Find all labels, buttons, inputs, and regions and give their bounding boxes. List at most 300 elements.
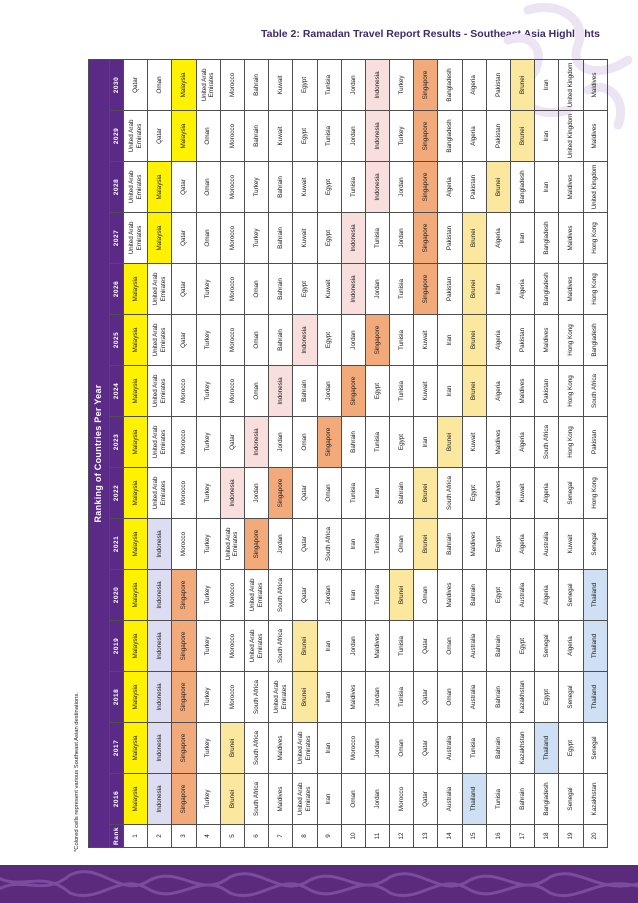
country-cell: Qatar bbox=[172, 264, 196, 315]
country-cell: Pakistan bbox=[438, 264, 462, 315]
country-cell: Kuwait bbox=[414, 366, 438, 417]
table-row bbox=[462, 59, 486, 847]
country-cell: Egypt bbox=[462, 468, 486, 519]
table-row bbox=[172, 59, 196, 847]
country-cell: Indonesia bbox=[365, 111, 389, 162]
rank-cell: 11 bbox=[365, 825, 389, 848]
country-cell: Pakistan bbox=[462, 162, 486, 213]
country-cell: Qatar bbox=[414, 621, 438, 672]
country-cell: Singapore bbox=[414, 59, 438, 110]
year-header: 2024 bbox=[110, 366, 124, 417]
country-cell: Bangladesh bbox=[535, 213, 559, 264]
country-cell: Tunisia bbox=[486, 774, 510, 825]
year-header: 2018 bbox=[110, 672, 124, 723]
table-row bbox=[293, 59, 317, 847]
country-cell: South Africa bbox=[535, 417, 559, 468]
country-cell: Thailand bbox=[583, 672, 607, 723]
country-cell: Indonesia bbox=[341, 264, 365, 315]
year-header: 2026 bbox=[110, 264, 124, 315]
country-cell: Morocco bbox=[220, 213, 244, 264]
country-cell: Bahrain bbox=[486, 621, 510, 672]
country-cell: Morocco bbox=[390, 774, 414, 825]
country-cell: Kuwait bbox=[414, 315, 438, 366]
country-cell: United Arab Emirates bbox=[196, 59, 220, 110]
country-cell: Australia bbox=[438, 723, 462, 774]
country-cell: Maldives bbox=[341, 672, 365, 723]
country-cell: Singapore bbox=[365, 315, 389, 366]
country-cell: Tunisia bbox=[365, 570, 389, 621]
country-cell: Malaysia bbox=[124, 366, 148, 417]
country-cell: Singapore bbox=[414, 264, 438, 315]
country-cell: Oman bbox=[244, 366, 268, 417]
country-cell: Algeria bbox=[438, 162, 462, 213]
country-cell: United Kingdom bbox=[559, 59, 583, 110]
rank-cell: 1 bbox=[124, 825, 148, 848]
table-row bbox=[486, 59, 510, 847]
table-row bbox=[438, 59, 462, 847]
country-cell: Algeria bbox=[511, 264, 535, 315]
table-body bbox=[124, 59, 608, 847]
country-cell: Morocco bbox=[220, 162, 244, 213]
country-cell: Egypt bbox=[317, 162, 341, 213]
country-cell: Malaysia bbox=[124, 417, 148, 468]
year-header: 2030 bbox=[110, 59, 124, 110]
country-cell: Turkey bbox=[390, 59, 414, 110]
country-cell: Jordan bbox=[365, 774, 389, 825]
country-cell: Jordan bbox=[341, 315, 365, 366]
country-cell: Singapore bbox=[414, 213, 438, 264]
country-cell: Jordan bbox=[317, 570, 341, 621]
country-cell: Pakistan bbox=[486, 59, 510, 110]
country-cell: Maldives bbox=[511, 366, 535, 417]
country-cell: Tunisia bbox=[390, 621, 414, 672]
year-header: 2021 bbox=[110, 519, 124, 570]
table-row bbox=[148, 59, 172, 847]
country-cell: Qatar bbox=[293, 519, 317, 570]
rank-header: Rank bbox=[110, 825, 124, 848]
country-cell: Algeria bbox=[535, 468, 559, 519]
country-cell: Maldives bbox=[486, 417, 510, 468]
country-cell: Senegal bbox=[535, 621, 559, 672]
country-cell: Malaysia bbox=[124, 621, 148, 672]
country-cell: Morocco bbox=[172, 366, 196, 417]
country-cell: Jordan bbox=[365, 723, 389, 774]
country-cell: Bahrain bbox=[244, 59, 268, 110]
rank-cell: 2 bbox=[148, 825, 172, 848]
country-cell: Singapore bbox=[172, 723, 196, 774]
country-cell: Pakistan bbox=[511, 315, 535, 366]
country-cell: Singapore bbox=[317, 417, 341, 468]
country-cell: Kuwait bbox=[269, 111, 293, 162]
country-cell: Oman bbox=[244, 315, 268, 366]
country-cell: Qatar bbox=[124, 59, 148, 110]
country-cell: South Africa bbox=[269, 621, 293, 672]
country-cell: Brunei bbox=[220, 774, 244, 825]
country-cell: Bahrain bbox=[244, 111, 268, 162]
year-header: 2019 bbox=[110, 621, 124, 672]
country-cell: Brunei bbox=[462, 366, 486, 417]
country-cell: Senegal bbox=[583, 723, 607, 774]
country-cell: South Africa bbox=[438, 468, 462, 519]
country-cell: Thailand bbox=[583, 621, 607, 672]
country-cell: Egypt bbox=[293, 59, 317, 110]
country-cell: Iran bbox=[438, 315, 462, 366]
country-cell: Jordan bbox=[317, 366, 341, 417]
country-cell: Malaysia bbox=[172, 111, 196, 162]
country-cell: Iran bbox=[414, 417, 438, 468]
country-cell: Algeria bbox=[486, 315, 510, 366]
country-cell: Indonesia bbox=[148, 519, 172, 570]
table-row bbox=[196, 59, 220, 847]
country-cell: Malaysia bbox=[148, 162, 172, 213]
country-cell: Iran bbox=[486, 264, 510, 315]
country-cell: Turkey bbox=[196, 264, 220, 315]
country-cell: Morocco bbox=[220, 570, 244, 621]
country-cell: Bangladesh bbox=[438, 111, 462, 162]
country-cell: Maldives bbox=[269, 723, 293, 774]
country-cell: Tunisia bbox=[317, 59, 341, 110]
country-cell: Morocco bbox=[220, 366, 244, 417]
country-cell: Brunei bbox=[511, 111, 535, 162]
country-cell: Pakistan bbox=[438, 213, 462, 264]
country-cell: Jordan bbox=[365, 672, 389, 723]
country-cell: Brunei bbox=[293, 672, 317, 723]
country-cell: Indonesia bbox=[269, 366, 293, 417]
year-header: 2029 bbox=[110, 111, 124, 162]
country-cell: Malaysia bbox=[172, 59, 196, 110]
country-cell: Jordan bbox=[269, 417, 293, 468]
country-cell: Singapore bbox=[172, 621, 196, 672]
country-cell: Morocco bbox=[172, 519, 196, 570]
country-cell: Morocco bbox=[220, 59, 244, 110]
country-cell: United Arab Emirates bbox=[148, 315, 172, 366]
country-cell: Brunei bbox=[511, 59, 535, 110]
country-cell: Jordan bbox=[390, 213, 414, 264]
country-cell: Egypt bbox=[559, 723, 583, 774]
country-cell: Indonesia bbox=[148, 672, 172, 723]
country-cell: Morocco bbox=[220, 621, 244, 672]
country-cell: Senegal bbox=[559, 468, 583, 519]
country-cell: Qatar bbox=[172, 213, 196, 264]
rankings-table-container bbox=[88, 59, 608, 848]
country-cell: United Arab Emirates bbox=[293, 774, 317, 825]
country-cell: Malaysia bbox=[124, 468, 148, 519]
rank-cell: 10 bbox=[341, 825, 365, 848]
country-cell: Singapore bbox=[414, 111, 438, 162]
country-cell: United Arab Emirates bbox=[124, 213, 148, 264]
table-row bbox=[124, 59, 148, 847]
country-cell: Kuwait bbox=[462, 417, 486, 468]
country-cell: Oman bbox=[244, 264, 268, 315]
country-cell: Turkey bbox=[196, 366, 220, 417]
country-cell: Iran bbox=[317, 621, 341, 672]
country-cell: Singapore bbox=[172, 774, 196, 825]
country-cell: Kuwait bbox=[269, 59, 293, 110]
rank-cell: 5 bbox=[220, 825, 244, 848]
country-cell: United Arab Emirates bbox=[293, 723, 317, 774]
country-cell: Tunisia bbox=[390, 366, 414, 417]
country-cell: Tunisia bbox=[462, 723, 486, 774]
country-cell: Senegal bbox=[559, 570, 583, 621]
country-cell: Indonesia bbox=[220, 468, 244, 519]
country-cell: Tunisia bbox=[341, 162, 365, 213]
country-cell: Egypt bbox=[486, 519, 510, 570]
year-header: 2017 bbox=[110, 723, 124, 774]
country-cell: Turkey bbox=[196, 519, 220, 570]
country-cell: Malaysia bbox=[124, 570, 148, 621]
country-cell: South Africa bbox=[583, 366, 607, 417]
country-cell: Indonesia bbox=[365, 59, 389, 110]
country-cell: Algeria bbox=[559, 621, 583, 672]
country-cell: Kuwait bbox=[293, 213, 317, 264]
country-cell: Indonesia bbox=[148, 723, 172, 774]
country-cell: Turkey bbox=[196, 570, 220, 621]
country-cell: Bahrain bbox=[390, 468, 414, 519]
country-cell: Oman bbox=[390, 519, 414, 570]
country-cell: Morocco bbox=[172, 417, 196, 468]
country-cell: Maldives bbox=[486, 468, 510, 519]
rank-cell: 16 bbox=[486, 825, 510, 848]
country-cell: Bahrain bbox=[293, 366, 317, 417]
country-cell: Bahrain bbox=[269, 315, 293, 366]
rank-cell: 9 bbox=[317, 825, 341, 848]
country-cell: Maldives bbox=[535, 315, 559, 366]
country-cell: Egypt bbox=[317, 213, 341, 264]
country-cell: Pakistan bbox=[486, 111, 510, 162]
country-cell: Bahrain bbox=[438, 519, 462, 570]
country-cell: Senegal bbox=[559, 774, 583, 825]
country-cell: Oman bbox=[438, 672, 462, 723]
country-cell: Jordan bbox=[365, 264, 389, 315]
country-cell: Bahrain bbox=[511, 774, 535, 825]
country-cell: Maldives bbox=[583, 111, 607, 162]
country-cell: Iran bbox=[535, 162, 559, 213]
country-cell: United Arab Emirates bbox=[244, 621, 268, 672]
year-header: 2022 bbox=[110, 468, 124, 519]
country-cell: Australia bbox=[438, 774, 462, 825]
country-cell: Oman bbox=[438, 621, 462, 672]
rank-cell: 7 bbox=[269, 825, 293, 848]
country-cell: South Africa bbox=[244, 672, 268, 723]
country-cell: United Arab Emirates bbox=[148, 366, 172, 417]
country-cell: Malaysia bbox=[124, 774, 148, 825]
rank-cell: 19 bbox=[559, 825, 583, 848]
table-row bbox=[220, 59, 244, 847]
country-cell: Turkey bbox=[196, 468, 220, 519]
country-cell: Algeria bbox=[535, 570, 559, 621]
country-cell: Brunei bbox=[462, 315, 486, 366]
country-cell: Singapore bbox=[341, 366, 365, 417]
rank-cell: 14 bbox=[438, 825, 462, 848]
country-cell: Egypt bbox=[511, 621, 535, 672]
country-cell: Tunisia bbox=[365, 519, 389, 570]
country-cell: Kazakhstan bbox=[511, 723, 535, 774]
rank-cell: 20 bbox=[583, 825, 607, 848]
country-cell: Algeria bbox=[486, 366, 510, 417]
country-cell: Maldives bbox=[583, 59, 607, 110]
rank-cell: 12 bbox=[390, 825, 414, 848]
country-cell: Maldives bbox=[559, 264, 583, 315]
country-cell: Bangladesh bbox=[535, 774, 559, 825]
rankings-table bbox=[88, 59, 608, 848]
country-cell: Maldives bbox=[269, 774, 293, 825]
country-cell: Iran bbox=[511, 213, 535, 264]
country-cell: Thailand bbox=[583, 570, 607, 621]
country-cell: Brunei bbox=[390, 570, 414, 621]
country-cell: Hong Kong bbox=[583, 213, 607, 264]
country-cell: Qatar bbox=[172, 315, 196, 366]
country-cell: Australia bbox=[535, 519, 559, 570]
rank-cell: 17 bbox=[511, 825, 535, 848]
country-cell: Qatar bbox=[293, 570, 317, 621]
table-row bbox=[341, 59, 365, 847]
country-cell: Bangladesh bbox=[438, 59, 462, 110]
country-cell: United Kingdom bbox=[583, 162, 607, 213]
country-cell: Oman bbox=[341, 774, 365, 825]
country-cell: Qatar bbox=[414, 672, 438, 723]
country-cell: Tunisia bbox=[390, 264, 414, 315]
country-cell: Tunisia bbox=[317, 111, 341, 162]
country-cell: Brunei bbox=[462, 264, 486, 315]
country-cell: Hong Kong bbox=[559, 315, 583, 366]
country-cell: Qatar bbox=[414, 723, 438, 774]
country-cell: United Arab Emirates bbox=[124, 162, 148, 213]
country-cell: Tunisia bbox=[365, 213, 389, 264]
country-cell: Iran bbox=[535, 59, 559, 110]
country-cell: Kuwait bbox=[511, 468, 535, 519]
country-cell: Jordan bbox=[341, 59, 365, 110]
table-row bbox=[511, 59, 535, 847]
table-row bbox=[269, 59, 293, 847]
country-cell: Qatar bbox=[148, 111, 172, 162]
country-cell: Hong Kong bbox=[559, 366, 583, 417]
table-row bbox=[390, 59, 414, 847]
country-cell: Egypt bbox=[317, 315, 341, 366]
country-cell: Tunisia bbox=[390, 672, 414, 723]
footer-decorative-band bbox=[0, 865, 638, 903]
country-cell: Thailand bbox=[462, 774, 486, 825]
country-cell: Bangladesh bbox=[583, 315, 607, 366]
country-cell: Brunei bbox=[462, 213, 486, 264]
country-cell: Australia bbox=[511, 570, 535, 621]
year-header: 2020 bbox=[110, 570, 124, 621]
country-cell: Indonesia bbox=[148, 570, 172, 621]
country-cell: Turkey bbox=[196, 417, 220, 468]
country-cell: Kazakhstan bbox=[583, 774, 607, 825]
country-cell: Maldives bbox=[559, 162, 583, 213]
footnote: *Colored cells represent various Southeast Asian destinations. bbox=[74, 692, 80, 852]
country-cell: Singapore bbox=[172, 672, 196, 723]
country-cell: Indonesia bbox=[148, 774, 172, 825]
country-cell: Indonesia bbox=[148, 621, 172, 672]
rank-cell: 3 bbox=[172, 825, 196, 848]
country-cell: Turkey bbox=[196, 315, 220, 366]
table-row bbox=[244, 59, 268, 847]
country-cell: Morocco bbox=[172, 468, 196, 519]
country-cell: Turkey bbox=[196, 774, 220, 825]
country-cell: Malaysia bbox=[124, 519, 148, 570]
country-cell: Oman bbox=[317, 468, 341, 519]
country-cell: Jordan bbox=[269, 519, 293, 570]
year-header: 2023 bbox=[110, 417, 124, 468]
rank-cell: 6 bbox=[244, 825, 268, 848]
country-cell: Qatar bbox=[172, 162, 196, 213]
country-cell: Algeria bbox=[462, 59, 486, 110]
country-cell: Iran bbox=[317, 723, 341, 774]
country-cell: Turkey bbox=[390, 111, 414, 162]
country-cell: Indonesia bbox=[293, 315, 317, 366]
country-cell: Hong Kong bbox=[559, 417, 583, 468]
country-cell: Kuwait bbox=[293, 162, 317, 213]
country-cell: Pakistan bbox=[583, 417, 607, 468]
country-cell: United Kingdom bbox=[559, 111, 583, 162]
country-cell: Brunei bbox=[414, 468, 438, 519]
country-cell: Kuwait bbox=[317, 264, 341, 315]
country-cell: Malaysia bbox=[124, 264, 148, 315]
country-cell: Oman bbox=[390, 723, 414, 774]
country-cell: Brunei bbox=[293, 621, 317, 672]
table-row bbox=[414, 59, 438, 847]
country-cell: Iran bbox=[341, 519, 365, 570]
country-cell: Egypt bbox=[486, 570, 510, 621]
country-cell: Iran bbox=[317, 672, 341, 723]
country-cell: Maldives bbox=[365, 621, 389, 672]
country-cell: Singapore bbox=[244, 519, 268, 570]
country-cell: Australia bbox=[462, 672, 486, 723]
country-cell: Morocco bbox=[220, 264, 244, 315]
rank-cell: 4 bbox=[196, 825, 220, 848]
country-cell: Jordan bbox=[244, 468, 268, 519]
country-cell: United Arab Emirates bbox=[148, 468, 172, 519]
country-cell: Algeria bbox=[511, 417, 535, 468]
country-cell: Oman bbox=[196, 111, 220, 162]
country-cell: Singapore bbox=[414, 162, 438, 213]
country-cell: Indonesia bbox=[365, 162, 389, 213]
country-cell: Bahrain bbox=[269, 162, 293, 213]
country-cell: South Africa bbox=[317, 519, 341, 570]
country-cell: Pakistan bbox=[535, 366, 559, 417]
country-cell: United Arab Emirates bbox=[220, 519, 244, 570]
country-cell: Oman bbox=[293, 417, 317, 468]
country-cell: Morocco bbox=[220, 672, 244, 723]
country-cell: Algeria bbox=[486, 213, 510, 264]
country-cell: Singapore bbox=[269, 468, 293, 519]
country-cell: Egypt bbox=[535, 672, 559, 723]
table-row bbox=[317, 59, 341, 847]
country-cell: Egypt bbox=[365, 366, 389, 417]
rank-cell: 18 bbox=[535, 825, 559, 848]
table-row bbox=[365, 59, 389, 847]
country-cell: Kazakhstan bbox=[511, 672, 535, 723]
country-cell: Qatar bbox=[414, 774, 438, 825]
country-cell: Bangladesh bbox=[535, 264, 559, 315]
country-cell: Egypt bbox=[293, 111, 317, 162]
country-cell: Brunei bbox=[220, 723, 244, 774]
country-cell: Bahrain bbox=[486, 672, 510, 723]
country-cell: Morocco bbox=[220, 315, 244, 366]
country-cell: United Arab Emirates bbox=[244, 570, 268, 621]
country-cell: Bahrain bbox=[269, 264, 293, 315]
country-cell: Malaysia bbox=[124, 672, 148, 723]
table-row bbox=[583, 59, 607, 847]
country-cell: Indonesia bbox=[244, 417, 268, 468]
rank-cell: 8 bbox=[293, 825, 317, 848]
country-cell: Iran bbox=[535, 111, 559, 162]
country-cell: Jordan bbox=[390, 162, 414, 213]
country-cell: Turkey bbox=[196, 621, 220, 672]
country-cell: Algeria bbox=[511, 519, 535, 570]
country-cell: Hong Kong bbox=[583, 264, 607, 315]
